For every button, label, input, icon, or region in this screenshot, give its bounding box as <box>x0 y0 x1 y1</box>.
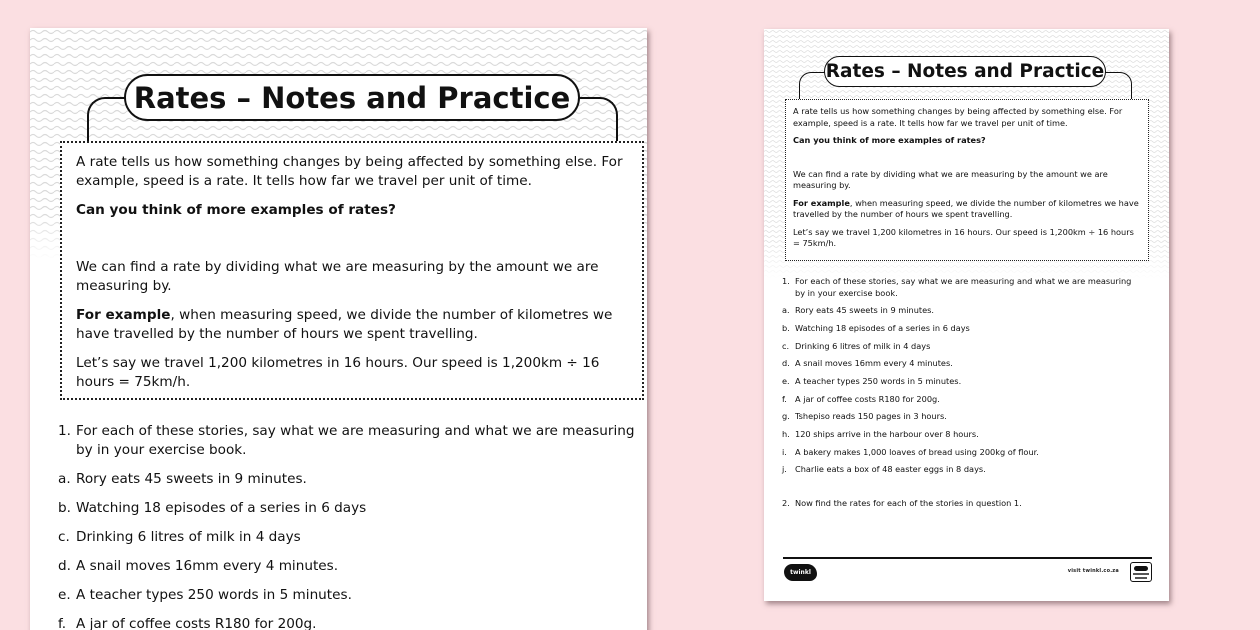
list-item <box>58 615 638 630</box>
notes-method: We can find a rate by dividing what we are measuring by the amount we are measuring by. <box>793 168 1108 190</box>
page-title: Rates – Notes and Practice <box>124 74 580 121</box>
list-item <box>782 341 1142 353</box>
item-label: f. <box>782 393 787 404</box>
question-number: 2. <box>782 497 790 508</box>
notes-worked-example: Let’s say we travel 1,200 kilometres in 16 hours. Our speed is 1,200km ÷ 16 hours = 75km/h. <box>76 355 600 390</box>
item-label: h. <box>782 429 790 439</box>
question-number: 1. <box>782 276 790 286</box>
title-bracket-left <box>87 97 127 143</box>
item-text: Drinking 6 litres of milk in 4 days <box>795 340 931 351</box>
item-label: g. <box>782 411 790 422</box>
page-title: Rates – Notes and Practice <box>824 56 1106 87</box>
list-item <box>58 528 638 547</box>
item-text: A jar of coffee costs R180 for 200g. <box>795 393 940 404</box>
notes-box <box>785 99 1149 261</box>
question-number: 1. <box>58 423 71 439</box>
item-label: c. <box>58 529 70 545</box>
worksheet-page-full <box>764 29 1169 601</box>
list-item <box>782 358 1142 370</box>
footer-url: visit twinkl.co.za <box>1067 568 1119 574</box>
item-text: Drinking 6 litres of milk in 4 days <box>76 529 301 545</box>
question-1 <box>58 422 638 460</box>
worksheet-page-zoomed <box>30 28 647 630</box>
list-item <box>782 376 1142 388</box>
list-item <box>58 557 638 576</box>
item-text: A jar of coffee costs R180 for 200g. <box>76 616 317 630</box>
item-label: a. <box>58 471 71 487</box>
list-item <box>782 464 1142 476</box>
notes-method: We can find a rate by dividing what we are measuring by the amount we are measuring by. <box>76 259 599 294</box>
list-item <box>782 394 1142 406</box>
question-text: Now find the rates for each of the stories in question 1. <box>795 497 1022 508</box>
item-label: b. <box>58 500 71 516</box>
item-text: Charlie eats a box of 48 easter eggs in 8 days. <box>795 464 986 475</box>
item-text: Tshepiso reads 150 pages in 3 hours. <box>795 411 947 422</box>
notes-worked-example: Let’s say we travel 1,200 kilometres in 16 hours. Our speed is 1,200km ÷ 16 hours = 75km/h. <box>793 226 1134 248</box>
question-list <box>782 276 1142 516</box>
title-bracket-right <box>1104 72 1132 100</box>
question-list <box>58 422 638 630</box>
example-text: , when measuring speed, we divide the number of kilometres we have travelled by the number of hours we spent travelling. <box>76 307 613 342</box>
list-item <box>782 411 1142 423</box>
question-1 <box>782 276 1142 299</box>
title-bracket-left <box>799 72 826 100</box>
list-item <box>782 323 1142 335</box>
list-item <box>782 305 1142 317</box>
list-item <box>58 586 638 605</box>
question-text: For each of these stories, say what we are measuring and what we are measuring by in your exercise book. <box>795 276 1132 298</box>
list-item <box>58 499 638 518</box>
item-label: f. <box>58 616 67 630</box>
example-text: , when measuring speed, we divide the number of kilometres we have travelled by the number of hours we spent travelling. <box>793 197 1139 219</box>
item-text: Rory eats 45 sweets in 9 minutes. <box>795 305 935 316</box>
notes-prompt: Can you think of more examples of rates? <box>76 202 396 218</box>
item-label: i. <box>782 446 787 457</box>
item-text: A snail moves 16mm every 4 minutes. <box>76 558 339 574</box>
badge-icon <box>1130 562 1152 582</box>
item-label: e. <box>782 375 790 386</box>
item-text: Rory eats 45 sweets in 9 minutes. <box>76 471 307 487</box>
item-text: A bakery makes 1,000 loaves of bread using 200kg of flour. <box>795 446 1039 457</box>
footer-divider <box>783 557 1152 559</box>
notes-prompt: Can you think of more examples of rates? <box>793 135 986 145</box>
list-item <box>782 447 1142 459</box>
question-text: For each of these stories, say what we are measuring and what we are measuring by in your exercise book. <box>76 423 635 458</box>
list-item <box>782 429 1142 441</box>
twinkl-logo: twinkl <box>784 564 817 581</box>
item-text: A teacher types 250 words in 5 minutes. <box>795 375 962 386</box>
item-text: 120 ships arrive in the harbour over 8 hours. <box>795 429 979 439</box>
example-label: For example <box>76 307 171 323</box>
title-bracket-right <box>578 97 618 143</box>
list-item <box>58 470 638 489</box>
item-text: Watching 18 episodes of a series in 6 days <box>76 500 367 516</box>
item-label: j. <box>782 464 787 475</box>
item-label: b. <box>782 322 790 333</box>
item-text: Watching 18 episodes of a series in 6 days <box>795 322 970 333</box>
item-label: d. <box>782 358 790 369</box>
item-label: d. <box>58 558 71 574</box>
example-label: For example <box>793 197 850 208</box>
question-2 <box>782 498 1142 510</box>
item-text: A teacher types 250 words in 5 minutes. <box>76 587 352 603</box>
notes-example <box>76 306 628 344</box>
notes-example <box>793 198 1141 221</box>
item-label: e. <box>58 587 71 603</box>
item-label: a. <box>782 305 790 316</box>
notes-intro: A rate tells us how something changes by being affected by something else. For example, speed is a rate. It tells how far we travel per unit of time. <box>793 106 1123 128</box>
notes-intro: A rate tells us how something changes by being affected by something else. For example, speed is a rate. It tells how far we travel per unit of time. <box>76 154 623 189</box>
item-text: A snail moves 16mm every 4 minutes. <box>795 358 953 369</box>
item-label: c. <box>782 340 790 351</box>
notes-box <box>60 141 644 400</box>
